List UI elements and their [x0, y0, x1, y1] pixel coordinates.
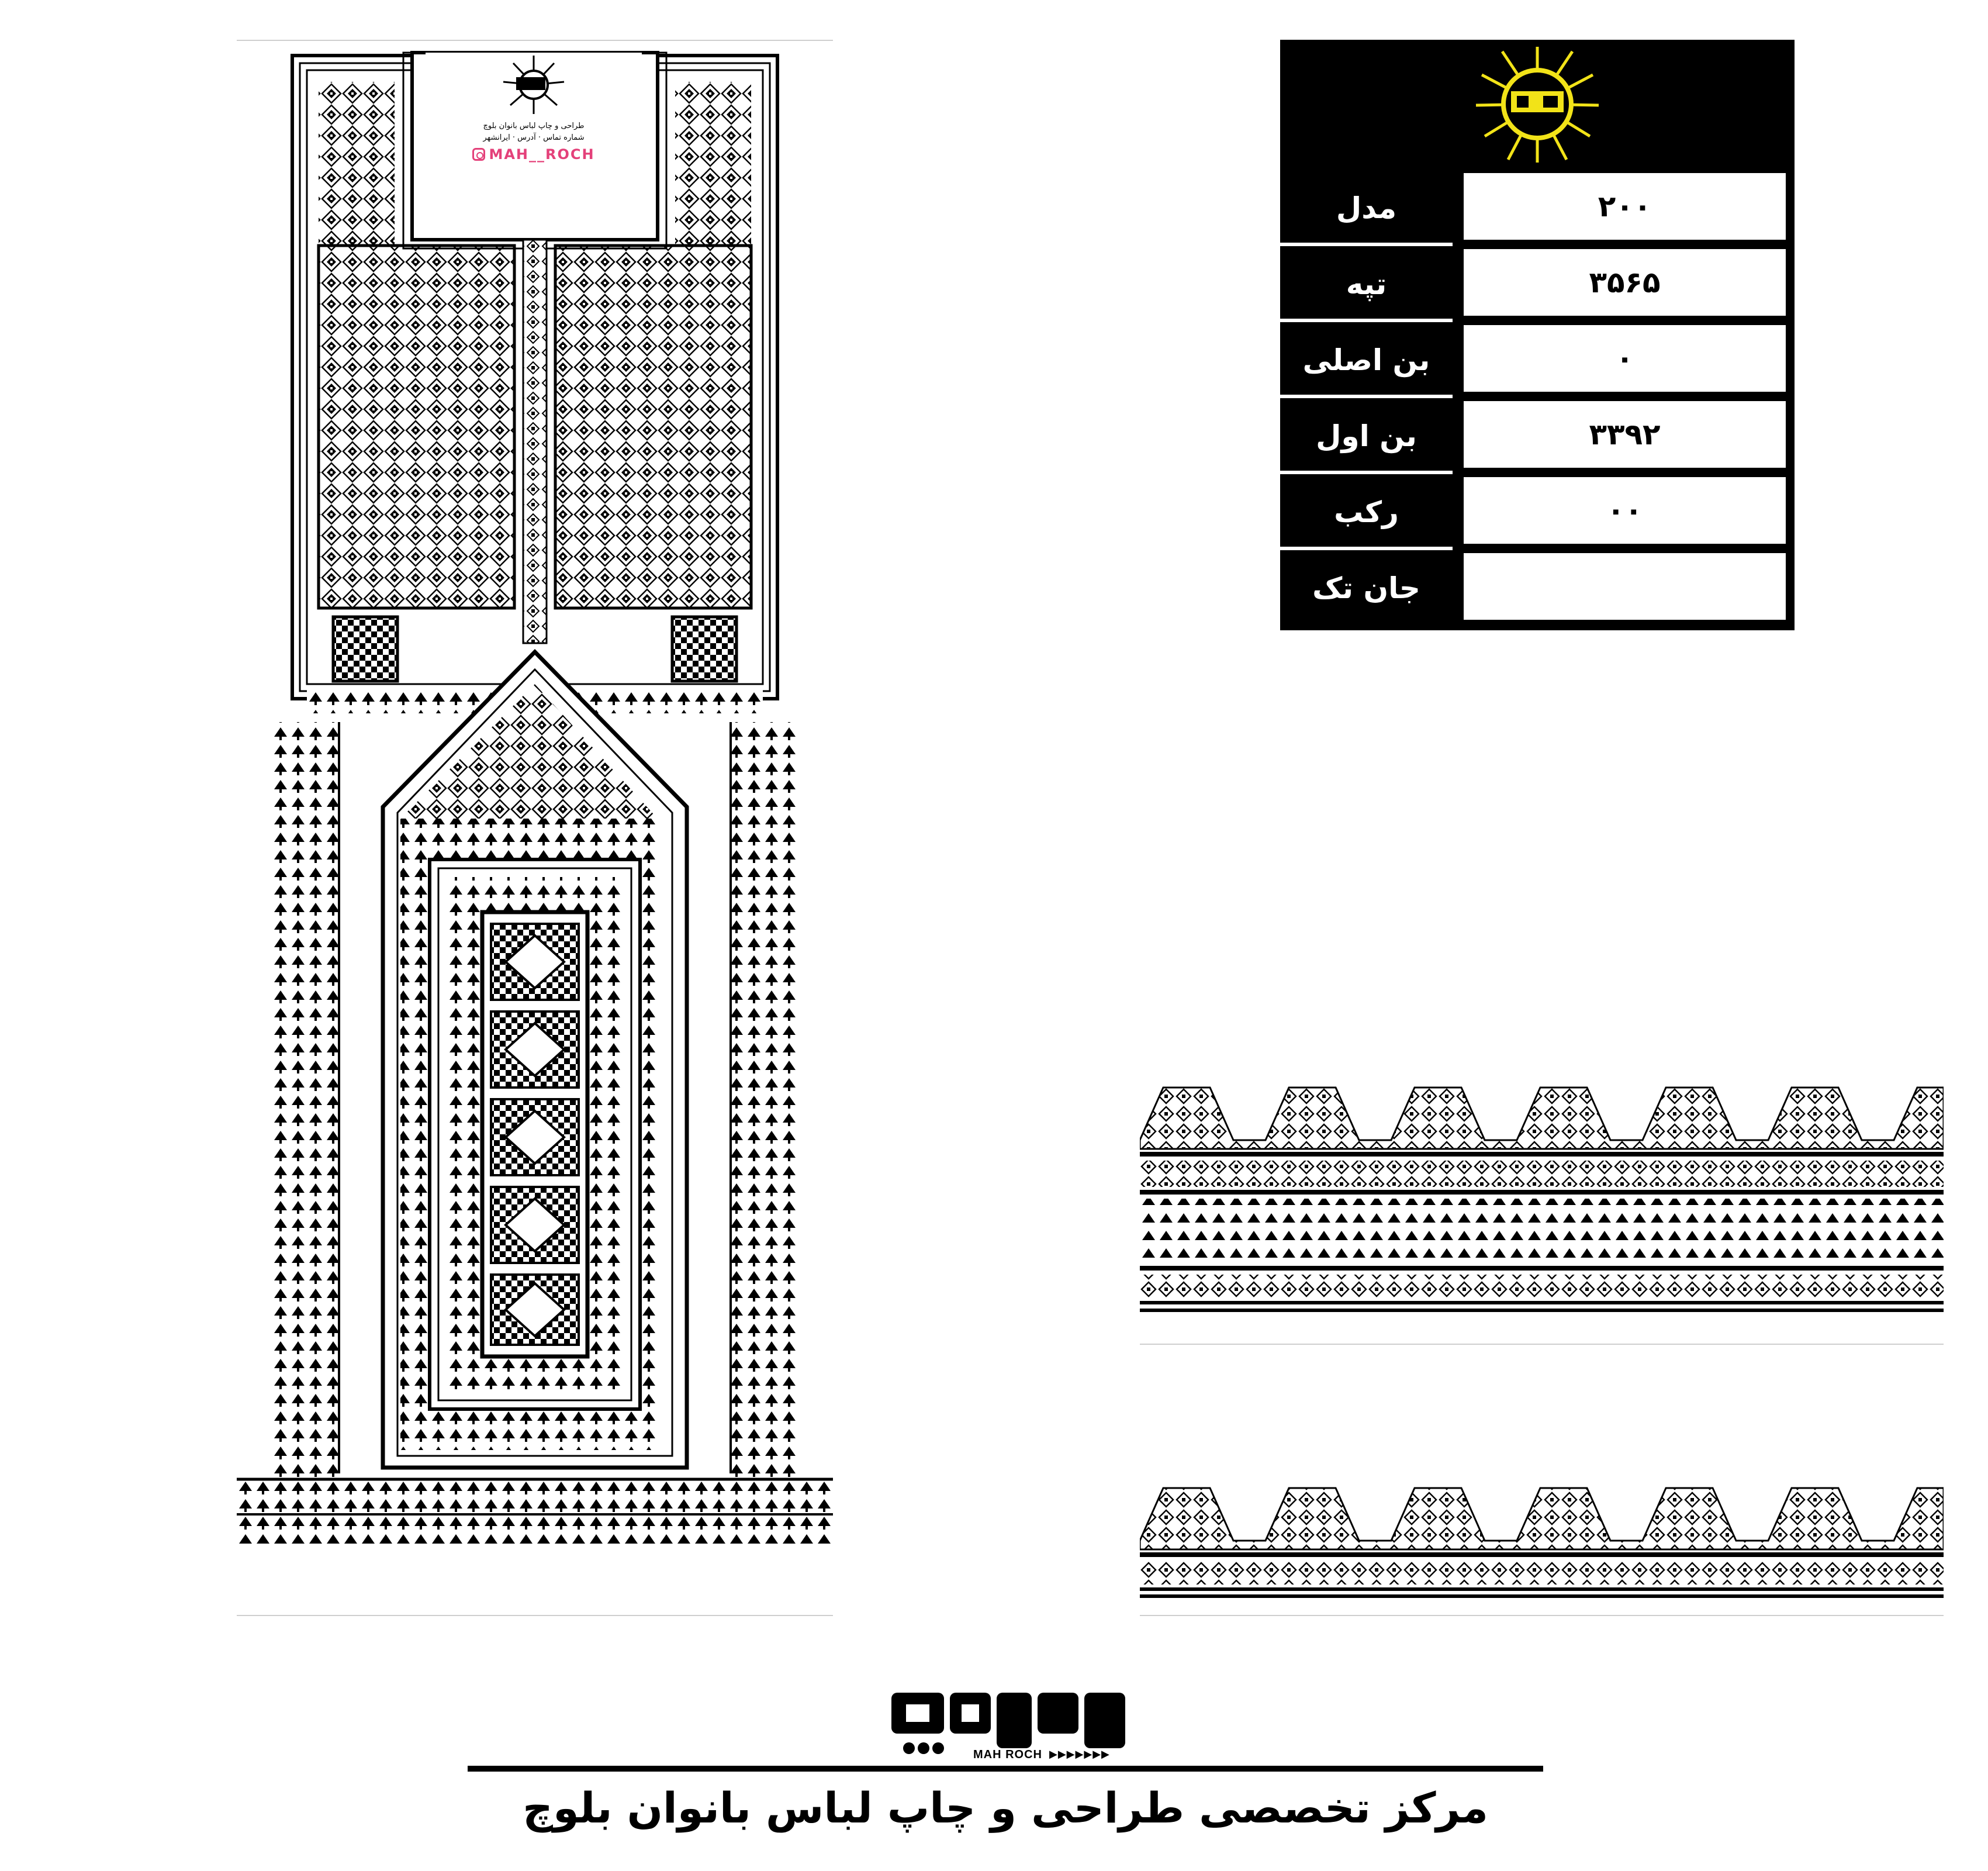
spec-row-jantak	[1280, 548, 1795, 624]
spec-row-tapeh	[1280, 244, 1795, 320]
spec-label-jantak: جان تک	[1312, 571, 1420, 605]
instagram-handle-text: MAH__ROCH	[489, 146, 595, 163]
instagram-icon	[472, 148, 485, 161]
neck-label	[426, 53, 642, 199]
brand-sun-logo-icon	[1280, 40, 1795, 168]
spec-row-first-base	[1280, 396, 1795, 472]
border-strip-narrow	[1140, 1473, 1944, 1602]
instagram-handle	[472, 146, 594, 163]
spec-label-rekab: رکب	[1334, 495, 1399, 529]
brand-arrows: ▶▶▶▶▶▶▶	[1049, 1748, 1110, 1760]
spec-row-model	[1280, 168, 1795, 244]
bottom-rule-left	[237, 1615, 833, 1616]
strip-divider-rule	[1140, 1344, 1944, 1345]
spec-value-rekab: ۰۰	[1463, 476, 1787, 545]
spec-value-tapeh: ۳۵۶۵	[1463, 248, 1787, 317]
spec-label-model: مدل	[1336, 191, 1397, 225]
spec-label-tapeh: تپه	[1346, 267, 1387, 301]
spec-row-main-base	[1280, 320, 1795, 396]
border-strip-wide	[1140, 1070, 1944, 1316]
spec-table	[1280, 40, 1795, 630]
spec-label-first-base: بن اول	[1316, 419, 1417, 453]
footer-divider-line	[468, 1766, 1543, 1772]
brand-latin-name: MAH ROCH	[973, 1748, 1042, 1761]
neck-label-line-1: طراحی و چاپ لباس بانوان بلوچ	[483, 122, 585, 130]
spec-value-main-base: ۰	[1463, 324, 1787, 393]
bottom-rule-right	[1140, 1615, 1944, 1616]
spec-value-first-base: ۳۳۹۲	[1463, 400, 1787, 469]
spec-row-rekab	[1280, 472, 1795, 548]
spec-value-model: ۲۰۰	[1463, 172, 1787, 241]
spec-value-jantak	[1463, 552, 1787, 621]
neck-label-line-2: شماره تماس · آدرس · ایرانشهر	[483, 133, 585, 142]
sun-logo-icon	[499, 53, 569, 117]
footer-tagline: مرکز تخصصی طراحی و چاپ لباس بانوان بلوچ	[523, 1783, 1488, 1832]
dress-embroidery-pattern	[237, 41, 833, 1585]
spec-label-main-base: بن اصلی	[1302, 343, 1430, 377]
